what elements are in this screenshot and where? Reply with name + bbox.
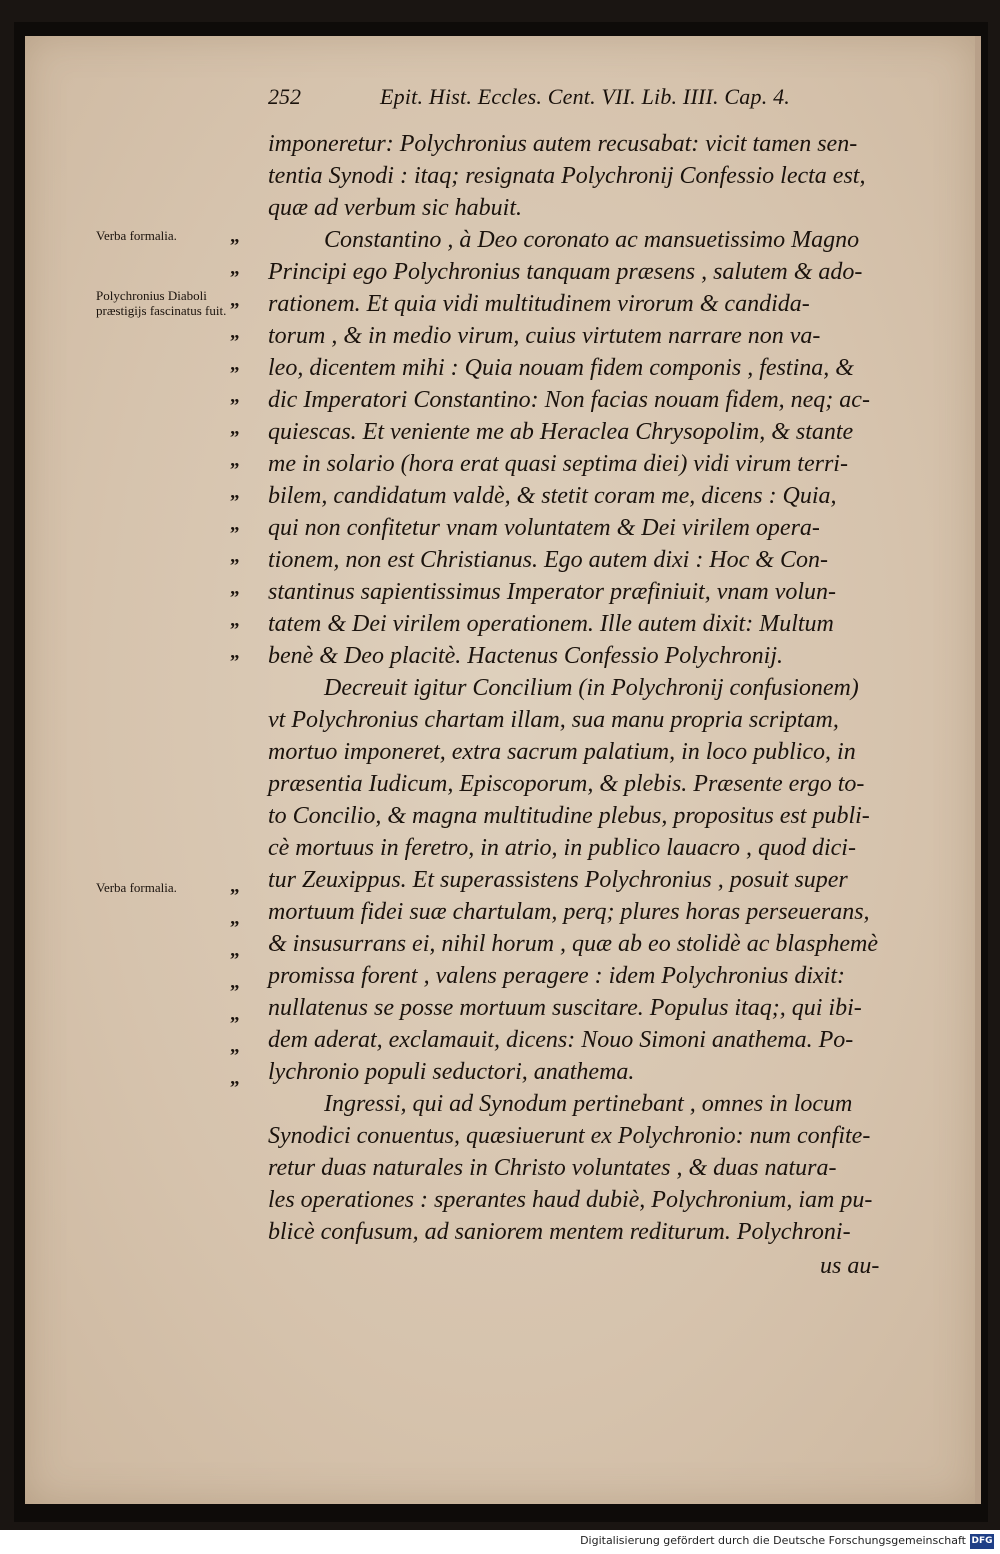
text-line: tatem & Dei virilem operationem. Ille autem dixit: Multum [268, 611, 834, 637]
quote-mark: „ [230, 226, 240, 247]
running-head [268, 84, 908, 114]
quote-mark: „ [230, 354, 240, 375]
quote-mark: „ [230, 610, 240, 631]
text-line: retur duas naturales in Christo voluntates , & duas natura- [268, 1155, 837, 1181]
quote-mark: „ [230, 1068, 240, 1089]
text-line: quæ ad verbum sic habuit. [268, 195, 522, 221]
text-line: me in solario (hora erat quasi septima diei) vidi virum terri- [268, 451, 848, 477]
text-line: tionem, non est Christianus. Ego autem dixi : Hoc & Con- [268, 547, 828, 573]
quote-mark: „ [230, 578, 240, 599]
text-line: rationem. Et quia vidi multitudinem virorum & candida- [268, 291, 810, 317]
text-line: stantinus sapientissimus Imperator præfiniuit, vnam volun- [268, 579, 837, 605]
text-line: mortuo imponeret, extra sacrum palatium, in loco publico, in [268, 739, 856, 765]
text-line: vt Polychronius chartam illam, sua manu propria scriptam, [268, 707, 839, 733]
margin-note-verba-formalia-1: Verba formalia. [96, 228, 177, 243]
quote-mark: „ [230, 908, 240, 929]
text-line: blicè confusum, ad saniorem mentem rediturum. Polychroni- [268, 1219, 851, 1245]
quote-mark: „ [230, 1036, 240, 1057]
text-line: dem aderat, exclamauit, dicens: Nouo Simoni anathema. Po- [268, 1027, 854, 1053]
text-line: Decreuit igitur Concilium (in Polychronij confusionem) [324, 675, 859, 701]
quote-mark: „ [230, 322, 240, 343]
quote-mark: „ [230, 514, 240, 535]
text-line: Synodici conuentus, quæsiuerunt ex Polychronio: num confite- [268, 1123, 871, 1149]
text-line: cè mortuus in feretro, in atrio, in publico lauacro , quod dici- [268, 835, 856, 861]
text-line: bilem, candidatum valdè, & stetit coram me, dicens : Quia, [268, 483, 837, 509]
text-line: & insusurrans ei, nihil horum , quæ ab eo stolidè ac blasphemè [268, 931, 878, 957]
margin-note-polychronius: Polychronius Diaboli præstigijs fascinatus fuit. [96, 288, 227, 318]
text-line: Ingressi, qui ad Synodum pertinebant , omnes in locum [324, 1091, 853, 1117]
text-line: lychronio populi seductori, anathema. [268, 1059, 635, 1085]
quote-mark: „ [230, 450, 240, 471]
text-line: les operationes : sperantes haud dubiè, Polychronium, iam pu- [268, 1187, 873, 1213]
text-line: quiescas. Et veniente me ab Heraclea Chrysopolim, & stante [268, 419, 854, 445]
quote-mark: „ [230, 258, 240, 279]
text-line: nullatenus se posse mortuum suscitare. Populus itaq;, qui ibi- [268, 995, 862, 1021]
text-line: mortuum fidei suæ chartulam, perq; plures horas perseuerans, [268, 899, 870, 925]
page-edge [975, 36, 981, 1504]
text-line: qui non confitetur vnam voluntatem & Dei virilem opera- [268, 515, 820, 541]
quote-mark: „ [230, 940, 240, 961]
dfg-logo: DFG [970, 1534, 994, 1549]
margin-note-verba-formalia-2: Verba formalia. [96, 880, 177, 895]
quote-mark: „ [230, 386, 240, 407]
text-line: imponeretur: Polychronius autem recusabat: vicit tamen sen- [268, 131, 858, 157]
funding-credit: Digitalisierung gefördert durch die Deutsche Forschungsgemeinschaft [580, 1534, 966, 1547]
text-line: leo, dicentem mihi : Quia nouam fidem componis , festina, & [268, 355, 854, 381]
text-line: dic Imperatori Constantino: Non facias nouam fidem, neq; ac- [268, 387, 870, 413]
text-line: præsentia Iudicum, Episcoporum, & plebis. Præsente ergo to- [268, 771, 865, 797]
quote-mark: „ [230, 546, 240, 567]
quote-mark: „ [230, 290, 240, 311]
text-line: Principi ego Polychronius tanquam præsens , salutem & ado- [268, 259, 863, 285]
text-line: benè & Deo placitè. Hactenus Confessio Polychronij. [268, 643, 784, 669]
quote-mark: „ [230, 1004, 240, 1025]
text-line: tentia Synodi : itaq; resignata Polychronij Confessio lecta est, [268, 163, 866, 189]
quote-mark: „ [230, 418, 240, 439]
text-line: tur Zeuxippus. Et superassistens Polychronius , posuit super [268, 867, 848, 893]
quote-mark: „ [230, 876, 240, 897]
quote-mark: „ [230, 642, 240, 663]
footer-bar [0, 1530, 1000, 1554]
catchword: us au- [820, 1253, 880, 1279]
text-line: torum , & in medio virum, cuius virtutem narrare non va- [268, 323, 821, 349]
running-title: Epit. Hist. Eccles. Cent. VII. Lib. IIII. Cap. 4. [380, 84, 791, 109]
text-line: promissa forent , valens peragere : idem Polychronius dixit: [268, 963, 846, 989]
quote-mark: „ [230, 972, 240, 993]
text-line: Constantino , à Deo coronato ac mansuetissimo Magno [324, 227, 860, 253]
text-line: to Concilio, & magna multitudine plebus, propositus est publi- [268, 803, 870, 829]
page-number: 252 [268, 84, 301, 109]
quote-mark: „ [230, 482, 240, 503]
